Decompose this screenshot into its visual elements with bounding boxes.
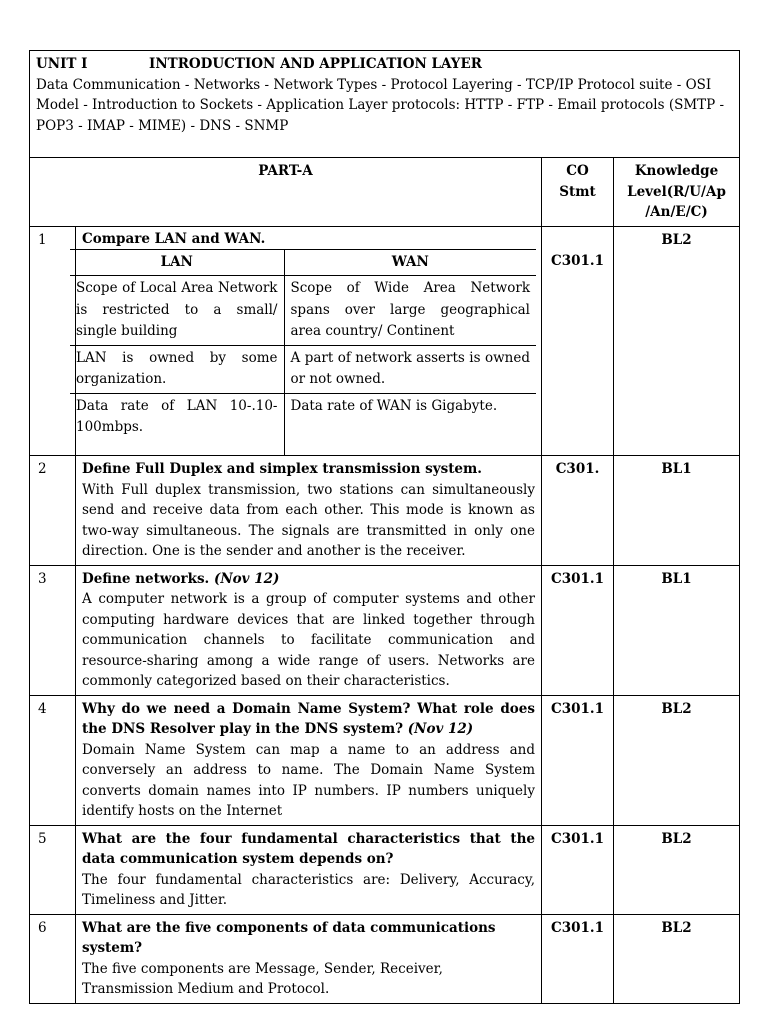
wan-cell: Data rate of WAN is Gigabyte. (284, 393, 536, 455)
answer-text: The four fundamental characteristics are: Delivery, Accuracy, Timeliness and Jitter. (82, 871, 535, 908)
wan-cell: Scope of Wide Area Network spans over large geographical area country/ Continent (284, 276, 536, 346)
unit-title: INTRODUCTION AND APPLICATION LAYER (149, 56, 482, 72)
question-heading (82, 699, 535, 740)
co-cell: C301.1 (542, 695, 614, 825)
answer-text: With Full duplex transmission, two stations can simultaneously send and receive data from each other. This mode is known as two-way simultaneous. The signals are transmitted in only one direction. One is the sender and another is the receiver. (82, 481, 535, 559)
header-row (30, 158, 740, 227)
question-number: 6 (30, 914, 76, 1003)
answer-text: Domain Name System can map a name to an address and conversely an address to name. The Domain Name System converts domain names into IP numbers. IP numbers uniquely identify hosts on the Internet (82, 741, 535, 819)
answer-text: A computer network is a group of computer systems and other computing hardware devices that are linked together through communication channels to facilitate communication and resource-sharing among a wide range of users. Networks are commonly categorized based on their characteristics. (82, 591, 535, 689)
question-row-2 (30, 456, 740, 566)
co-header: CO Stmt (542, 158, 614, 227)
question-cell (76, 825, 542, 914)
lan-cell: Data rate of LAN 10-.10-100mbps. (70, 393, 284, 455)
question-text: What are the five components of data communications system? (82, 919, 496, 956)
co-cell: C301.1 (542, 825, 614, 914)
co-cell (542, 226, 614, 456)
unit-syllabus: Data Communication - Networks - Network Types - Protocol Layering - TCP/IP Protocol suite - OSI Model - Introduction to Sockets - Application Layer protocols: HTTP - FTP - Email protocols (SMTP - POP3 - IMAP - MIME) - DNS - SNMP (36, 76, 725, 134)
answer-text: The five components are Message, Sender, Receiver, Transmission Medium and Protocol. (82, 960, 443, 997)
question-text: Define Full Duplex and simplex transmission system. (82, 461, 483, 477)
unit-heading (36, 54, 733, 75)
question-row-5 (30, 825, 740, 914)
question-note: (Nov 12) (213, 570, 280, 587)
lan-cell: Scope of Local Area Network is restricted to a small/ single building (70, 276, 284, 346)
lan-column-header: LAN (70, 249, 284, 276)
question-table (29, 50, 740, 1004)
question-bank-page (29, 50, 739, 1004)
wan-cell: A part of network asserts is owned or not owned. (284, 345, 536, 393)
bl-cell: BL2 (614, 226, 740, 456)
co-cell: C301.1 (542, 914, 614, 1003)
comparison-row (70, 276, 536, 346)
question-cell (76, 565, 542, 695)
question-text: What are the four fundamental characteristics that the data communication system depends on? (82, 830, 535, 867)
part-header: PART-A (30, 158, 542, 227)
comparison-table (70, 249, 536, 456)
question-number: 5 (30, 825, 76, 914)
question-cell (76, 695, 542, 825)
question-number: 4 (30, 695, 76, 825)
unit-label: UNIT I (36, 56, 88, 72)
bl-cell: BL2 (614, 914, 740, 1003)
bl-cell: BL2 (614, 825, 740, 914)
question-text: Define networks. (82, 570, 210, 587)
comparison-row (70, 393, 536, 455)
question-row-1 (30, 226, 740, 456)
comparison-row (70, 345, 536, 393)
question-number: 3 (30, 565, 76, 695)
question-text: Compare LAN and WAN. (82, 230, 266, 247)
bl-cell: BL2 (614, 695, 740, 825)
co-cell: C301. (542, 456, 614, 566)
bl-cell: BL1 (614, 456, 740, 566)
co-value: C301.1 (550, 252, 605, 269)
lan-cell: LAN is owned by some organization. (70, 345, 284, 393)
unit-row (30, 51, 740, 158)
question-text: Why do we need a Domain Name System? What role does the DNS Resolver play in the DNS system? (82, 700, 535, 737)
question-row-6 (30, 914, 740, 1003)
question-heading (82, 569, 535, 590)
unit-cell (30, 51, 740, 158)
knowledge-header: Knowledge Level(R/U/Ap /An/E/C) (614, 158, 740, 227)
question-number: 2 (30, 456, 76, 566)
question-row-4 (30, 695, 740, 825)
comparison-header-row (70, 249, 536, 276)
wan-column-header: WAN (284, 249, 536, 276)
question-cell (76, 226, 542, 456)
co-cell: C301.1 (542, 565, 614, 695)
question-cell (76, 914, 542, 1003)
question-cell (76, 456, 542, 566)
question-number: 1 (30, 226, 76, 456)
bl-cell: BL1 (614, 565, 740, 695)
question-row-3 (30, 565, 740, 695)
question-note: (Nov 12) (407, 721, 474, 737)
